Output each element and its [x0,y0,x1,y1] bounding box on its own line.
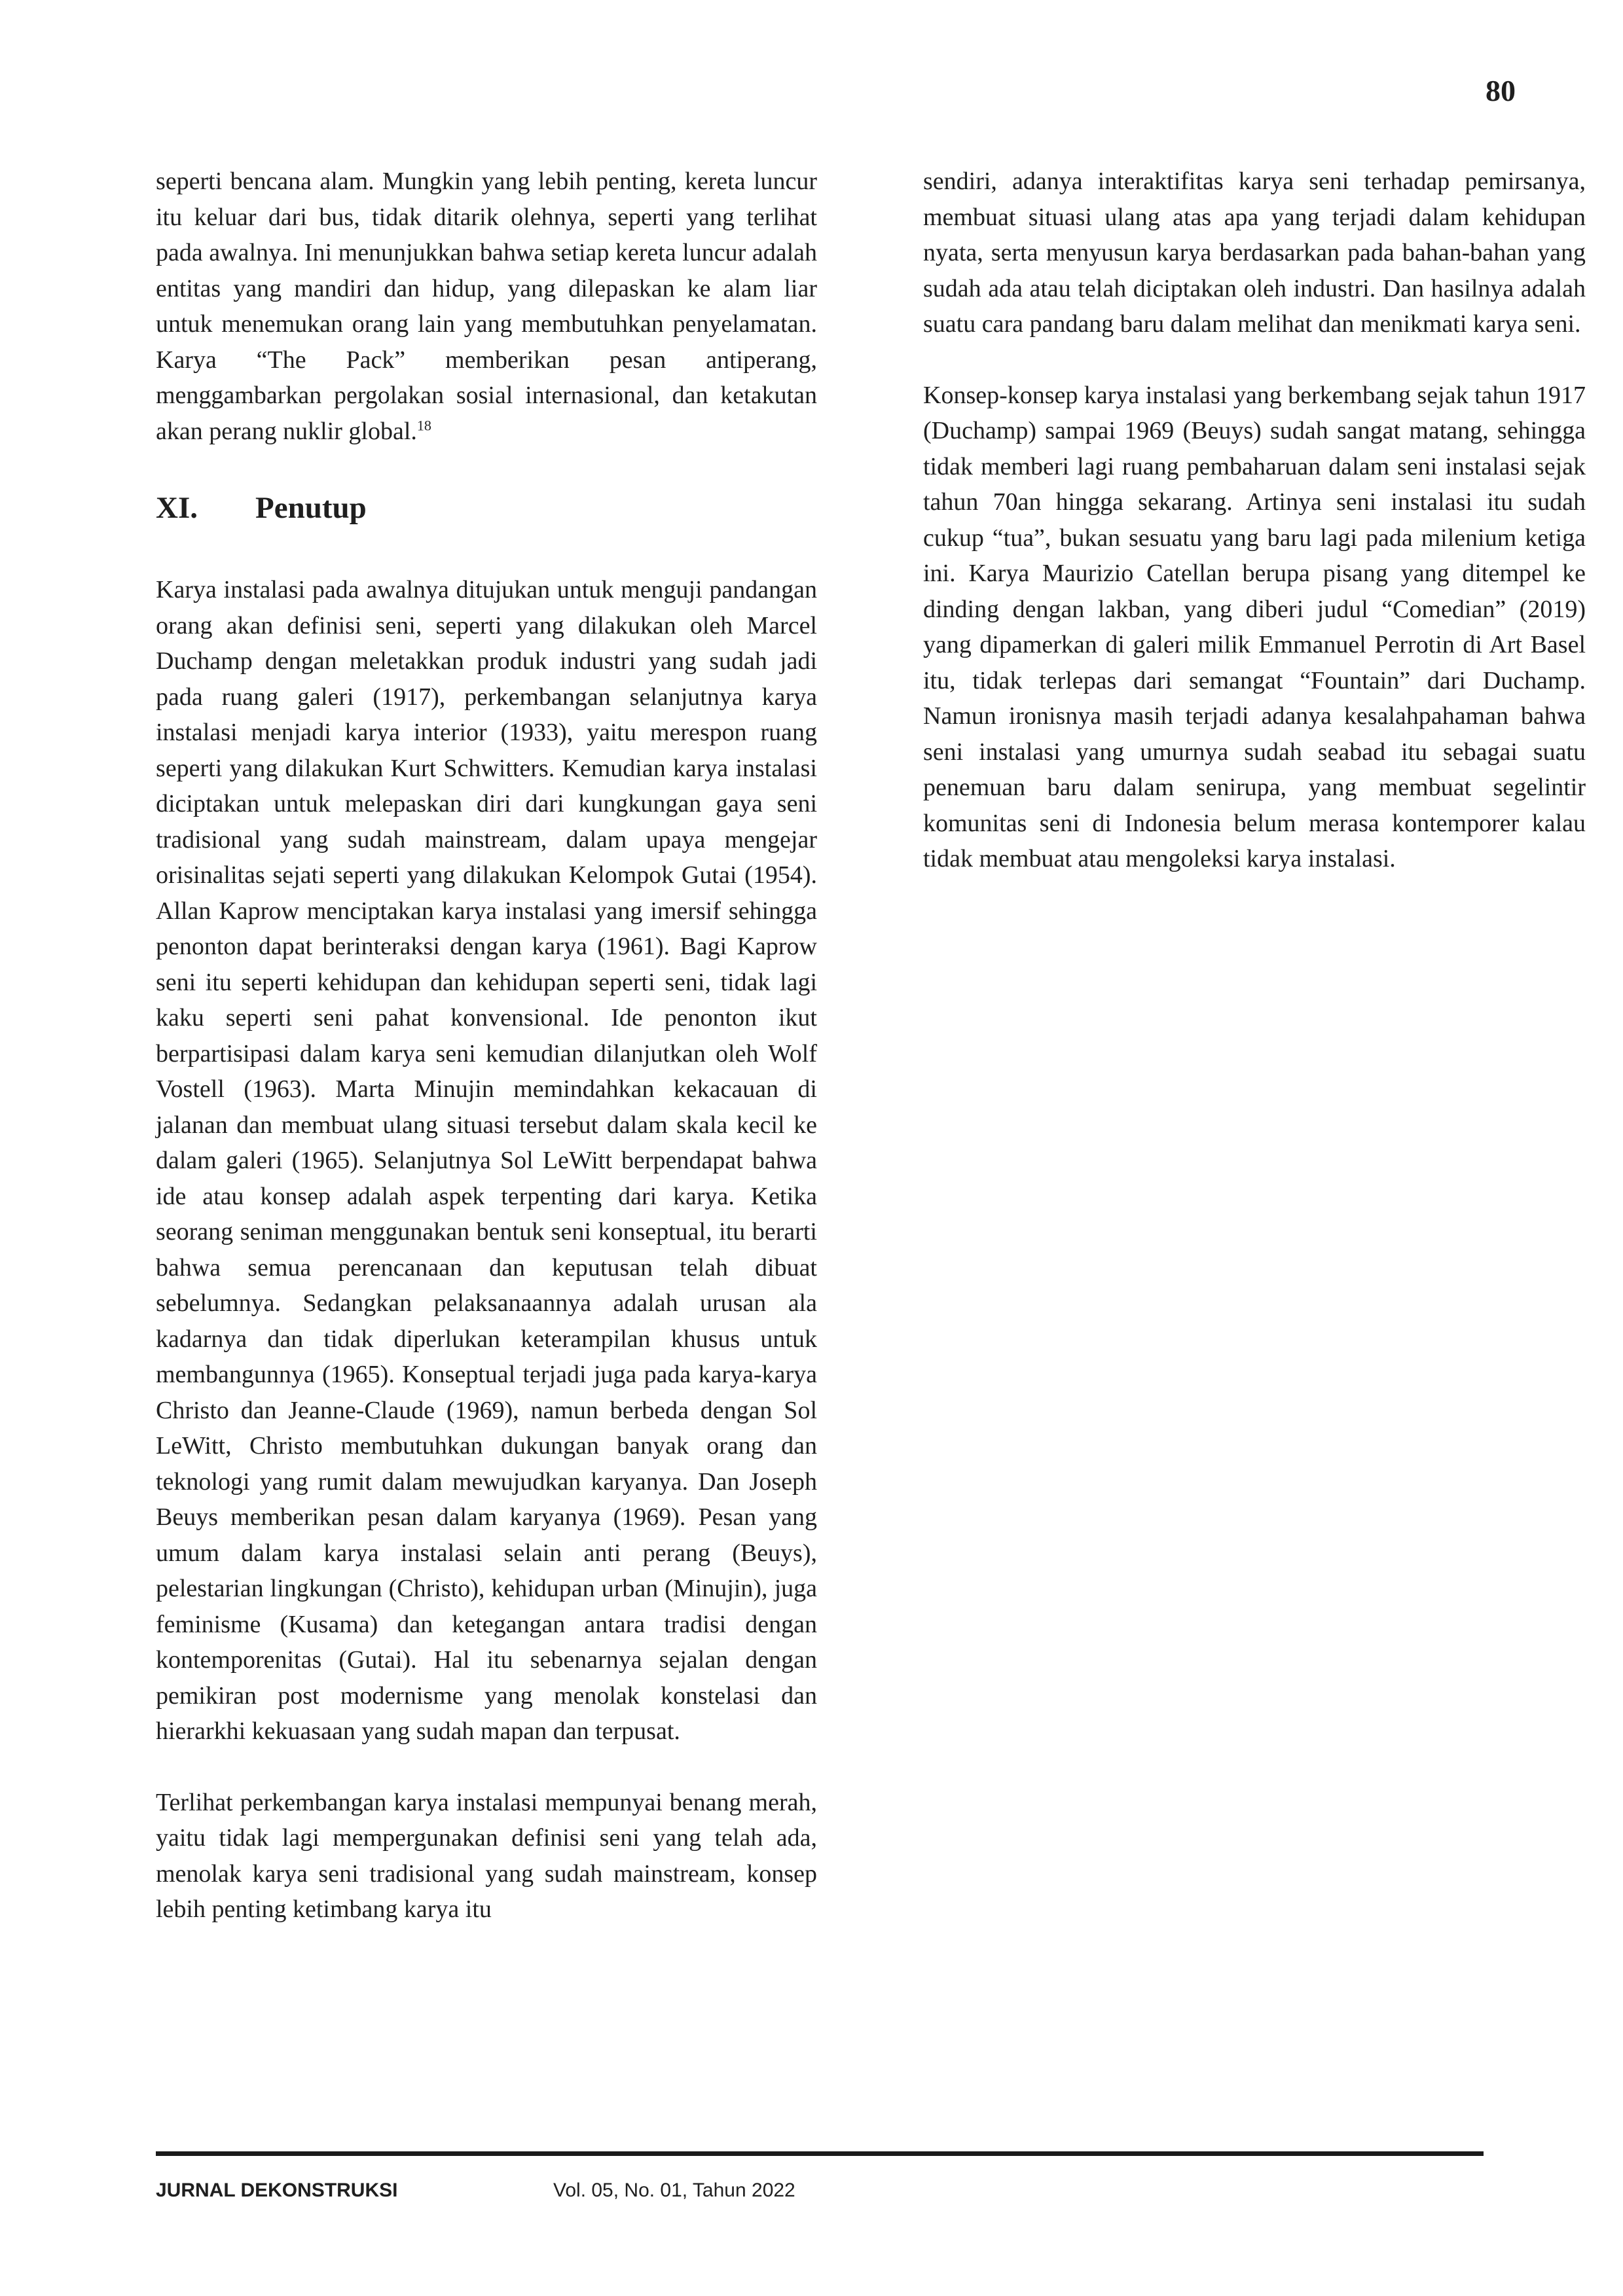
right-column [923,164,1586,877]
footer-divider [156,2151,1484,2156]
body-paragraph: Terlihat perkembangan karya instalasi mempunyai benang merah, yaitu tidak lagi mempergunakan definisi seni yang telah ada, menolak karya seni tradisional yang sudah mainstream, konsep lebih penting ketimbang karya itu [156,1788,817,1923]
body-paragraph: sendiri, adanya interaktifitas karya seni terhadap pemirsanya, membuat situasi ulang atas apa yang terjadi dalam kehidupan nyata, serta menyusun karya berdasarkan pada bahan-bahan yang sudah ada atau telah diciptakan oleh industri. Dan hasilnya adalah suatu cara pandang baru dalam melihat dan menikmati karya seni. [923,168,1586,338]
section-number: XI. [156,491,198,525]
body-paragraph: Karya instalasi pada awalnya ditujukan untuk menguji pandangan orang akan definisi seni, seperti yang dilakukan oleh Marcel Duchamp dengan meletakkan produk industri yang sudah jadi pada ruang galeri (1917), perkembangan selanjutnya karya instalasi menjadi karya interior (1933), yaitu merespon ruang seperti yang dilakukan Kurt Schwitters. Kemudian karya instalasi diciptakan untuk melepaskan diri dari kungkungan gaya seni tradisional yang sudah mainstream, dalam upaya mengejar orisinalitas sejati seperti yang dilakukan Kelompok Gutai (1954). Allan Kaprow menciptakan karya instalasi yang imersif sehingga penonton dapat berinteraksi dengan karya (1961). Bagi Kaprow seni itu seperti kehidupan dan kehidupan seperti seni, tidak lagi kaku seperti seni pahat konvensional. Ide penonton ikut berpartisipasi dalam karya seni kemudian dilanjutkan oleh Wolf Vostell (1963). Marta Minujin memindahkan kekacauan di jalanan dan membuat ulang situasi tersebut dalam skala kecil ke dalam galeri (1965). Selanjutnya Sol LeWitt berpendapat bahwa ide atau konsep adalah aspek terpenting dari karya. Ketika seorang seniman menggunakan bentuk seni konseptual, itu berarti bahwa semua perencanaan dan keputusan telah dibuat sebelumnya. Sedangkan pelaksanaannya adalah urusan ala kadarnya dan tidak diperlukan keterampilan khusus untuk membangunnya (1965). Konseptual terjadi juga pada karya-karya Christo dan Jeanne-Claude (1969), namun berbeda dengan Sol LeWitt, Christo membutuhkan dukungan banyak orang dan teknologi yang rumit dalam mewujudkan karyanya. Dan Joseph Beuys memberikan pesan dalam karyanya (1969). Pesan yang umum dalam karya instalasi selain anti perang (Beuys), pelestarian lingkungan (Christo), kehidupan urban (Minujin), juga feminisme (Kusama) dan ketegangan antara tradisi dengan kontemporenitas (Gutai). Hal itu sebenarnya sejalan dengan pemikiran post modernisme yang menolak konstelasi dan hierarkhi kekuasaan yang sudah mapan dan terpusat. [156,576,817,1745]
section-title: Penutup [255,491,367,525]
footer-journal-name: JURNAL DEKONSTRUKSI [156,2179,398,2201]
page-number: 80 [1486,74,1516,107]
body-paragraph [156,164,817,449]
left-column [156,164,817,1928]
footer-volume-info: Vol. 05, No. 01, Tahun 2022 [553,2179,795,2201]
footnote-reference[interactable]: 18 [416,416,431,433]
section-heading [156,488,817,528]
paragraph-text: seperti bencana alam. Mungkin yang lebih penting, kereta luncur itu keluar dari bus, tidak ditarik olehnya, seperti yang terlihat pada awalnya. Ini menunjukkan bahwa setiap kereta luncur adalah entitas yang mandiri dan hidup, yang dilepaskan ke alam liar untuk menemukan orang lain yang membutuhkan penyelamatan. Karya “The Pack” memberikan pesan antiperang, menggambarkan pergolakan sosial internasional, dan ketakutan akan perang nuklir global. [156,168,817,445]
body-paragraph: Konsep-konsep karya instalasi yang berkembang sejak tahun 1917 (Duchamp) sampai 1969 (Beuys) sudah sangat matang, sehingga tidak memberi lagi ruang pembaharuan dalam seni instalasi sejak tahun 70an hingga sekarang. Artinya seni instalasi itu sudah cukup “tua”, bukan sesuatu yang baru lagi pada milenium ketiga ini. Karya Maurizio Catellan berupa pisang yang ditempel ke dinding dengan lakban, yang diberi judul “Comedian” (2019) yang dipamerkan di galeri milik Emmanuel Perrotin di Art Basel itu, tidak terlepas dari semangat “Fountain” dari Duchamp. Namun ironisnya masih terjadi adanya kesalahpahaman bahwa seni instalasi yang umurnya sudah seabad itu sebagai suatu penemuan baru dalam senirupa, yang membuat segelintir komunitas seni di Indonesia belum merasa kontemporer kalau tidak membuat atau mengoleksi karya instalasi. [923,381,1586,872]
